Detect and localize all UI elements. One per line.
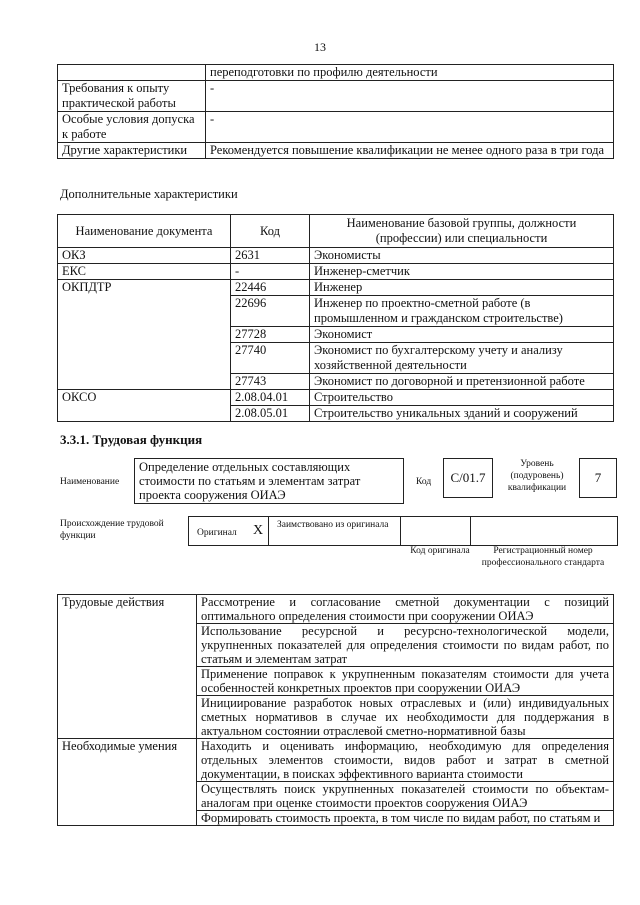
column-header: Код	[231, 215, 310, 248]
action-item: Применение поправок к укрупненным показателям стоимости для учета особенностей конкретных проектов при сооружении ОИАЭ	[197, 667, 614, 696]
name-cell: Экономист	[310, 327, 614, 343]
name-cell: Строительство	[310, 390, 614, 406]
table-row	[58, 739, 614, 782]
page-number: 13	[314, 40, 326, 54]
name-label: Наименование	[60, 477, 120, 487]
code-cell: 2.08.04.01	[231, 390, 310, 406]
code-cell: 27743	[231, 374, 310, 390]
name-cell: Экономист по договорной и претензионной работе	[310, 374, 614, 390]
skills-label: Необходимые умения	[58, 739, 197, 826]
table-row	[58, 595, 614, 624]
requirement-value: Рекомендуется повышение квалификации не менее одного раза в три года	[206, 143, 614, 159]
additional-characteristics-table	[57, 214, 614, 422]
skill-item: Осуществлять поиск укрупненных показателей стоимости по объектам-аналогам при оценке стоимости проектов сооружения ОИАЭ	[197, 782, 614, 811]
skill-item: Формировать стоимость проекта, в том числе по видам работ, по статьям и	[197, 811, 614, 826]
requirement-value: -	[206, 112, 614, 143]
name-cell: Строительство уникальных зданий и сооружений	[310, 406, 614, 422]
registration-number-caption: Регистрационный номер профессионального стандарта	[481, 546, 605, 568]
action-item: Использование ресурсной и ресурсно-технологической модели, укрупненных показателей для определения стоимости по видам работ, по статьям и элементам затрат	[197, 624, 614, 667]
origin-label: Происхождение трудовой функции	[60, 519, 164, 541]
labor-table	[57, 594, 614, 826]
function-title: 3.3.1. Трудовая функция	[60, 432, 203, 447]
code-label: Код	[416, 477, 432, 487]
code-cell: 22696	[231, 296, 310, 327]
action-item: Рассмотрение и согласование сметной документации с позиций оптимального определения стоимости при сооружении ОИАЭ	[197, 595, 614, 624]
code-cell: 2.08.05.01	[231, 406, 310, 422]
table-row	[58, 65, 614, 81]
code-original-caption: Код оригинала	[410, 546, 470, 556]
doc-cell: ОКСО	[58, 390, 231, 422]
requirement-value: -	[206, 81, 614, 112]
table-row	[58, 112, 614, 143]
doc-cell: ЕКС	[58, 264, 231, 280]
function-code-box: C/01.7	[443, 458, 493, 498]
function-name-box: Определение отдельных составляющих стоимости по статьям и элементам затрат проекта сооружения ОИАЭ	[134, 458, 404, 504]
table-header-row	[58, 215, 614, 248]
origin-row	[188, 516, 618, 546]
name-cell: Инженер по проектно-сметной работе (в промышленном и гражданском строительстве)	[310, 296, 614, 327]
doc-cell: ОКПДТР	[58, 280, 231, 390]
column-header: Наименование документа	[58, 215, 231, 248]
table-row	[58, 143, 614, 159]
borrowed-label: Заимствовано из оригинала	[277, 520, 389, 530]
table-row	[58, 390, 614, 406]
actions-label: Трудовые действия	[58, 595, 197, 739]
code-original-cell	[401, 517, 471, 545]
code-cell: 27740	[231, 343, 310, 374]
original-label: Оригинал	[197, 528, 237, 538]
code-cell: 27728	[231, 327, 310, 343]
table-row	[58, 81, 614, 112]
name-cell: Экономисты	[310, 248, 614, 264]
name-cell: Экономист по бухгалтерскому учету и анализу хозяйственной деятельности	[310, 343, 614, 374]
code-cell: -	[231, 264, 310, 280]
level-label: Уровень (подуровень) квалификации	[507, 459, 567, 493]
code-cell: 22446	[231, 280, 310, 296]
level-value-box: 7	[579, 458, 617, 498]
table-row	[58, 248, 614, 264]
table-row	[58, 264, 614, 280]
requirements-table	[57, 64, 614, 159]
skill-item: Находить и оценивать информацию, необходимую для определения отдельных элементов стоимости, видов работ и затрат в сметной документации, в поисках эффективного варианта стоимости	[197, 739, 614, 782]
requirement-value: переподготовки по профилю деятельности	[206, 65, 614, 81]
section-heading: Дополнительные характеристики	[60, 187, 238, 201]
requirement-label: Требования к опыту практической работы	[58, 81, 206, 112]
table-row	[58, 280, 614, 296]
name-cell: Инженер	[310, 280, 614, 296]
name-cell: Инженер-сметчик	[310, 264, 614, 280]
requirement-label: Другие характеристики	[58, 143, 206, 159]
requirement-label	[58, 65, 206, 81]
code-cell: 2631	[231, 248, 310, 264]
original-mark: X	[253, 523, 264, 538]
doc-cell: ОКЗ	[58, 248, 231, 264]
requirement-label: Особые условия допуска к работе	[58, 112, 206, 143]
action-item: Инициирование разработок новых отраслевых и (или) индивидуальных сметных нормативов в случае их необходимости для поддержания в актуальном состоянии отраслевой сметно-нормативной базы	[197, 696, 614, 739]
column-header: Наименование базовой группы, должности (профессии) или специальности	[310, 215, 614, 248]
